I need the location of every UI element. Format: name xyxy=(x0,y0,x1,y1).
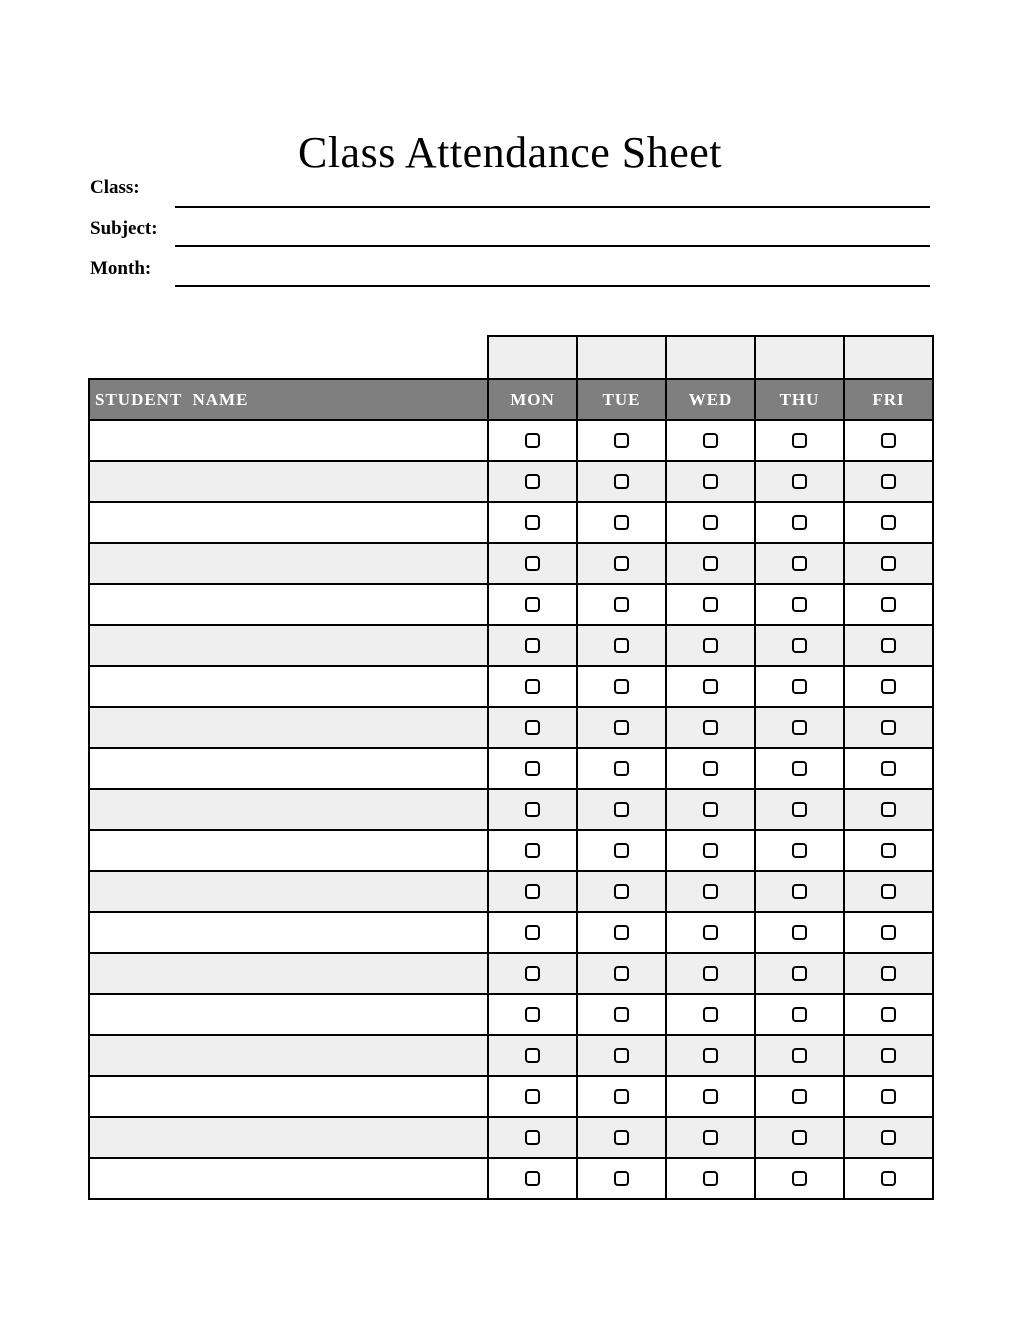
date-row-spacer xyxy=(89,336,488,379)
attendance-checkbox[interactable] xyxy=(792,720,807,735)
attendance-cell xyxy=(844,1035,933,1076)
attendance-table-body xyxy=(89,336,933,1199)
attendance-cell xyxy=(488,420,577,461)
attendance-cell xyxy=(755,1035,844,1076)
attendance-checkbox[interactable] xyxy=(614,556,629,571)
attendance-checkbox[interactable] xyxy=(792,1171,807,1186)
attendance-cell xyxy=(666,666,755,707)
attendance-checkbox[interactable] xyxy=(525,802,540,817)
attendance-checkbox[interactable] xyxy=(614,843,629,858)
attendance-cell xyxy=(488,625,577,666)
attendance-checkbox[interactable] xyxy=(525,638,540,653)
attendance-checkbox[interactable] xyxy=(792,433,807,448)
attendance-checkbox[interactable] xyxy=(525,884,540,899)
attendance-checkbox[interactable] xyxy=(881,515,896,530)
attendance-cell xyxy=(666,953,755,994)
attendance-cell xyxy=(755,543,844,584)
date-cell-thu[interactable] xyxy=(755,336,844,379)
attendance-cell xyxy=(488,707,577,748)
attendance-checkbox[interactable] xyxy=(792,802,807,817)
student-name-cell[interactable] xyxy=(89,748,488,789)
attendance-cell xyxy=(844,748,933,789)
attendance-checkbox[interactable] xyxy=(614,597,629,612)
attendance-cell xyxy=(844,1158,933,1199)
attendance-checkbox[interactable] xyxy=(792,925,807,940)
attendance-cell xyxy=(666,625,755,666)
attendance-cell xyxy=(577,1158,666,1199)
attendance-cell xyxy=(755,871,844,912)
attendance-cell xyxy=(666,912,755,953)
attendance-checkbox[interactable] xyxy=(703,597,718,612)
attendance-cell xyxy=(844,953,933,994)
attendance-cell xyxy=(844,1076,933,1117)
attendance-checkbox[interactable] xyxy=(881,1089,896,1104)
date-cell-tue[interactable] xyxy=(577,336,666,379)
attendance-checkbox[interactable] xyxy=(881,638,896,653)
student-name-cell[interactable] xyxy=(89,789,488,830)
student-row xyxy=(89,625,933,666)
attendance-cell xyxy=(844,625,933,666)
attendance-checkbox[interactable] xyxy=(881,1130,896,1145)
student-name-cell[interactable] xyxy=(89,666,488,707)
student-name-cell[interactable] xyxy=(89,994,488,1035)
attendance-cell xyxy=(755,420,844,461)
attendance-checkbox[interactable] xyxy=(614,1007,629,1022)
attendance-cell xyxy=(577,871,666,912)
attendance-checkbox[interactable] xyxy=(881,802,896,817)
attendance-cell xyxy=(577,748,666,789)
attendance-cell xyxy=(666,543,755,584)
attendance-checkbox[interactable] xyxy=(614,802,629,817)
attendance-checkbox[interactable] xyxy=(881,1007,896,1022)
attendance-checkbox[interactable] xyxy=(614,474,629,489)
attendance-checkbox[interactable] xyxy=(525,556,540,571)
attendance-cell xyxy=(488,461,577,502)
attendance-checkbox[interactable] xyxy=(525,925,540,940)
attendance-checkbox[interactable] xyxy=(525,1089,540,1104)
student-name-cell[interactable] xyxy=(89,871,488,912)
attendance-cell xyxy=(755,666,844,707)
attendance-cell xyxy=(488,1117,577,1158)
attendance-checkbox[interactable] xyxy=(614,638,629,653)
student-row xyxy=(89,912,933,953)
attendance-cell xyxy=(577,789,666,830)
month-input-line[interactable] xyxy=(175,285,930,287)
attendance-checkbox[interactable] xyxy=(614,925,629,940)
attendance-checkbox[interactable] xyxy=(703,966,718,981)
table-header-row xyxy=(89,379,933,420)
attendance-checkbox[interactable] xyxy=(881,1048,896,1063)
attendance-cell xyxy=(488,871,577,912)
attendance-cell xyxy=(844,707,933,748)
day-header-mon: MON xyxy=(488,379,577,420)
student-name-cell[interactable] xyxy=(89,830,488,871)
attendance-cell xyxy=(577,1117,666,1158)
attendance-checkbox[interactable] xyxy=(881,925,896,940)
attendance-cell xyxy=(755,1158,844,1199)
attendance-cell xyxy=(666,707,755,748)
attendance-checkbox[interactable] xyxy=(703,1007,718,1022)
student-row xyxy=(89,502,933,543)
attendance-checkbox[interactable] xyxy=(614,679,629,694)
attendance-checkbox[interactable] xyxy=(881,761,896,776)
attendance-checkbox[interactable] xyxy=(703,679,718,694)
attendance-checkbox[interactable] xyxy=(703,925,718,940)
student-name-cell[interactable] xyxy=(89,1076,488,1117)
attendance-checkbox[interactable] xyxy=(525,597,540,612)
attendance-checkbox[interactable] xyxy=(525,966,540,981)
attendance-cell xyxy=(488,666,577,707)
subject-label: Subject: xyxy=(90,218,158,239)
attendance-checkbox[interactable] xyxy=(614,1130,629,1145)
attendance-checkbox[interactable] xyxy=(792,843,807,858)
attendance-cell xyxy=(488,994,577,1035)
attendance-checkbox[interactable] xyxy=(525,433,540,448)
attendance-checkbox[interactable] xyxy=(703,1171,718,1186)
attendance-checkbox[interactable] xyxy=(881,474,896,489)
attendance-cell xyxy=(488,953,577,994)
attendance-cell xyxy=(755,707,844,748)
student-name-cell[interactable] xyxy=(89,1158,488,1199)
attendance-checkbox[interactable] xyxy=(703,1048,718,1063)
attendance-cell xyxy=(666,1117,755,1158)
attendance-cell xyxy=(666,461,755,502)
day-header-wed: WED xyxy=(666,379,755,420)
attendance-checkbox[interactable] xyxy=(881,679,896,694)
attendance-checkbox[interactable] xyxy=(792,638,807,653)
attendance-checkbox[interactable] xyxy=(792,1007,807,1022)
attendance-table xyxy=(88,335,934,1200)
attendance-checkbox[interactable] xyxy=(792,761,807,776)
attendance-checkbox[interactable] xyxy=(881,884,896,899)
attendance-cell xyxy=(755,502,844,543)
attendance-cell xyxy=(488,1035,577,1076)
student-row xyxy=(89,461,933,502)
attendance-checkbox[interactable] xyxy=(614,884,629,899)
attendance-checkbox[interactable] xyxy=(703,474,718,489)
student-row xyxy=(89,1117,933,1158)
attendance-cell xyxy=(577,953,666,994)
attendance-checkbox[interactable] xyxy=(525,679,540,694)
attendance-checkbox[interactable] xyxy=(614,1171,629,1186)
student-row xyxy=(89,830,933,871)
date-cell-wed[interactable] xyxy=(666,336,755,379)
attendance-cell xyxy=(755,994,844,1035)
attendance-cell xyxy=(755,1117,844,1158)
attendance-cell xyxy=(844,502,933,543)
student-name-cell[interactable] xyxy=(89,502,488,543)
attendance-checkbox[interactable] xyxy=(792,884,807,899)
attendance-checkbox[interactable] xyxy=(614,966,629,981)
student-name-cell[interactable] xyxy=(89,707,488,748)
attendance-cell xyxy=(844,871,933,912)
student-row xyxy=(89,994,933,1035)
attendance-cell xyxy=(488,584,577,625)
attendance-cell xyxy=(755,461,844,502)
attendance-cell xyxy=(844,666,933,707)
attendance-checkbox[interactable] xyxy=(703,802,718,817)
attendance-cell xyxy=(488,830,577,871)
attendance-cell xyxy=(844,420,933,461)
attendance-checkbox[interactable] xyxy=(792,1048,807,1063)
date-cell-mon[interactable] xyxy=(488,336,577,379)
attendance-cell xyxy=(666,584,755,625)
attendance-checkbox[interactable] xyxy=(614,720,629,735)
attendance-cell xyxy=(577,830,666,871)
attendance-checkbox[interactable] xyxy=(792,966,807,981)
student-row xyxy=(89,543,933,584)
attendance-checkbox[interactable] xyxy=(881,1171,896,1186)
attendance-cell xyxy=(577,543,666,584)
attendance-checkbox[interactable] xyxy=(881,433,896,448)
attendance-cell xyxy=(577,584,666,625)
student-row xyxy=(89,953,933,994)
day-header-fri: FRI xyxy=(844,379,933,420)
day-header-thu: THU xyxy=(755,379,844,420)
attendance-checkbox[interactable] xyxy=(703,761,718,776)
date-row xyxy=(89,336,933,379)
attendance-checkbox[interactable] xyxy=(525,474,540,489)
attendance-cell xyxy=(755,830,844,871)
attendance-checkbox[interactable] xyxy=(703,556,718,571)
student-name-cell[interactable] xyxy=(89,461,488,502)
student-row xyxy=(89,1158,933,1199)
attendance-cell xyxy=(488,789,577,830)
student-name-header: STUDENT NAME xyxy=(89,379,488,420)
attendance-checkbox[interactable] xyxy=(881,966,896,981)
attendance-cell xyxy=(577,707,666,748)
attendance-cell xyxy=(755,1076,844,1117)
attendance-checkbox[interactable] xyxy=(525,720,540,735)
student-name-cell[interactable] xyxy=(89,912,488,953)
attendance-cell xyxy=(755,912,844,953)
attendance-cell xyxy=(577,912,666,953)
class-label: Class: xyxy=(90,177,140,198)
student-row xyxy=(89,748,933,789)
attendance-checkbox[interactable] xyxy=(614,1048,629,1063)
attendance-cell xyxy=(666,830,755,871)
attendance-cell xyxy=(844,543,933,584)
student-name-cell[interactable] xyxy=(89,1035,488,1076)
student-name-cell[interactable] xyxy=(89,584,488,625)
attendance-checkbox[interactable] xyxy=(703,638,718,653)
attendance-cell xyxy=(844,461,933,502)
attendance-checkbox[interactable] xyxy=(881,720,896,735)
attendance-checkbox[interactable] xyxy=(792,597,807,612)
page-title: Class Attendance Sheet xyxy=(297,128,722,178)
attendance-checkbox[interactable] xyxy=(703,720,718,735)
attendance-checkbox[interactable] xyxy=(614,1089,629,1104)
attendance-checkbox[interactable] xyxy=(614,515,629,530)
attendance-checkbox[interactable] xyxy=(525,843,540,858)
student-row xyxy=(89,584,933,625)
attendance-checkbox[interactable] xyxy=(525,1130,540,1145)
attendance-checkbox[interactable] xyxy=(703,1130,718,1145)
attendance-checkbox[interactable] xyxy=(703,884,718,899)
attendance-cell xyxy=(844,789,933,830)
subject-input-line[interactable] xyxy=(175,245,930,247)
attendance-checkbox[interactable] xyxy=(881,843,896,858)
attendance-cell xyxy=(577,666,666,707)
attendance-cell xyxy=(666,502,755,543)
attendance-cell xyxy=(666,1158,755,1199)
attendance-cell xyxy=(488,543,577,584)
student-name-cell[interactable] xyxy=(89,625,488,666)
attendance-cell xyxy=(755,748,844,789)
student-name-cell[interactable] xyxy=(89,953,488,994)
attendance-checkbox[interactable] xyxy=(525,761,540,776)
attendance-cell xyxy=(844,1117,933,1158)
student-name-cell[interactable] xyxy=(89,420,488,461)
attendance-checkbox[interactable] xyxy=(703,1089,718,1104)
attendance-cell xyxy=(666,748,755,789)
attendance-checkbox[interactable] xyxy=(703,843,718,858)
attendance-cell xyxy=(577,994,666,1035)
attendance-checkbox[interactable] xyxy=(614,761,629,776)
attendance-checkbox[interactable] xyxy=(792,556,807,571)
attendance-checkbox[interactable] xyxy=(792,1089,807,1104)
attendance-checkbox[interactable] xyxy=(881,597,896,612)
attendance-cell xyxy=(844,912,933,953)
attendance-checkbox[interactable] xyxy=(525,1171,540,1186)
student-row xyxy=(89,707,933,748)
attendance-cell xyxy=(577,1076,666,1117)
attendance-cell xyxy=(488,502,577,543)
attendance-checkbox[interactable] xyxy=(792,679,807,694)
attendance-checkbox[interactable] xyxy=(792,515,807,530)
date-cell-fri[interactable] xyxy=(844,336,933,379)
attendance-checkbox[interactable] xyxy=(703,515,718,530)
attendance-checkbox[interactable] xyxy=(525,515,540,530)
attendance-cell xyxy=(755,789,844,830)
attendance-cell xyxy=(844,584,933,625)
attendance-cell xyxy=(844,830,933,871)
student-row xyxy=(89,666,933,707)
attendance-cell xyxy=(666,420,755,461)
attendance-checkbox[interactable] xyxy=(792,1130,807,1145)
month-label: Month: xyxy=(90,258,152,279)
attendance-cell xyxy=(666,1035,755,1076)
attendance-cell xyxy=(488,748,577,789)
attendance-cell xyxy=(577,625,666,666)
student-row xyxy=(89,789,933,830)
attendance-cell xyxy=(577,420,666,461)
attendance-cell xyxy=(755,584,844,625)
student-row xyxy=(89,420,933,461)
attendance-cell xyxy=(488,1076,577,1117)
attendance-cell xyxy=(577,502,666,543)
attendance-cell xyxy=(844,994,933,1035)
attendance-checkbox[interactable] xyxy=(703,433,718,448)
student-name-cell[interactable] xyxy=(89,1117,488,1158)
attendance-checkbox[interactable] xyxy=(792,474,807,489)
attendance-cell xyxy=(666,871,755,912)
day-header-tue: TUE xyxy=(577,379,666,420)
attendance-checkbox[interactable] xyxy=(614,433,629,448)
student-name-cell[interactable] xyxy=(89,543,488,584)
student-row xyxy=(89,1035,933,1076)
attendance-checkbox[interactable] xyxy=(525,1007,540,1022)
attendance-cell xyxy=(666,994,755,1035)
class-input-line[interactable] xyxy=(175,206,930,208)
student-row xyxy=(89,1076,933,1117)
attendance-checkbox[interactable] xyxy=(525,1048,540,1063)
attendance-cell xyxy=(577,1035,666,1076)
student-row xyxy=(89,871,933,912)
attendance-checkbox[interactable] xyxy=(881,556,896,571)
attendance-cell xyxy=(755,953,844,994)
attendance-cell xyxy=(577,461,666,502)
attendance-cell xyxy=(755,625,844,666)
attendance-cell xyxy=(488,1158,577,1199)
attendance-cell xyxy=(666,1076,755,1117)
attendance-cell xyxy=(488,912,577,953)
attendance-cell xyxy=(666,789,755,830)
